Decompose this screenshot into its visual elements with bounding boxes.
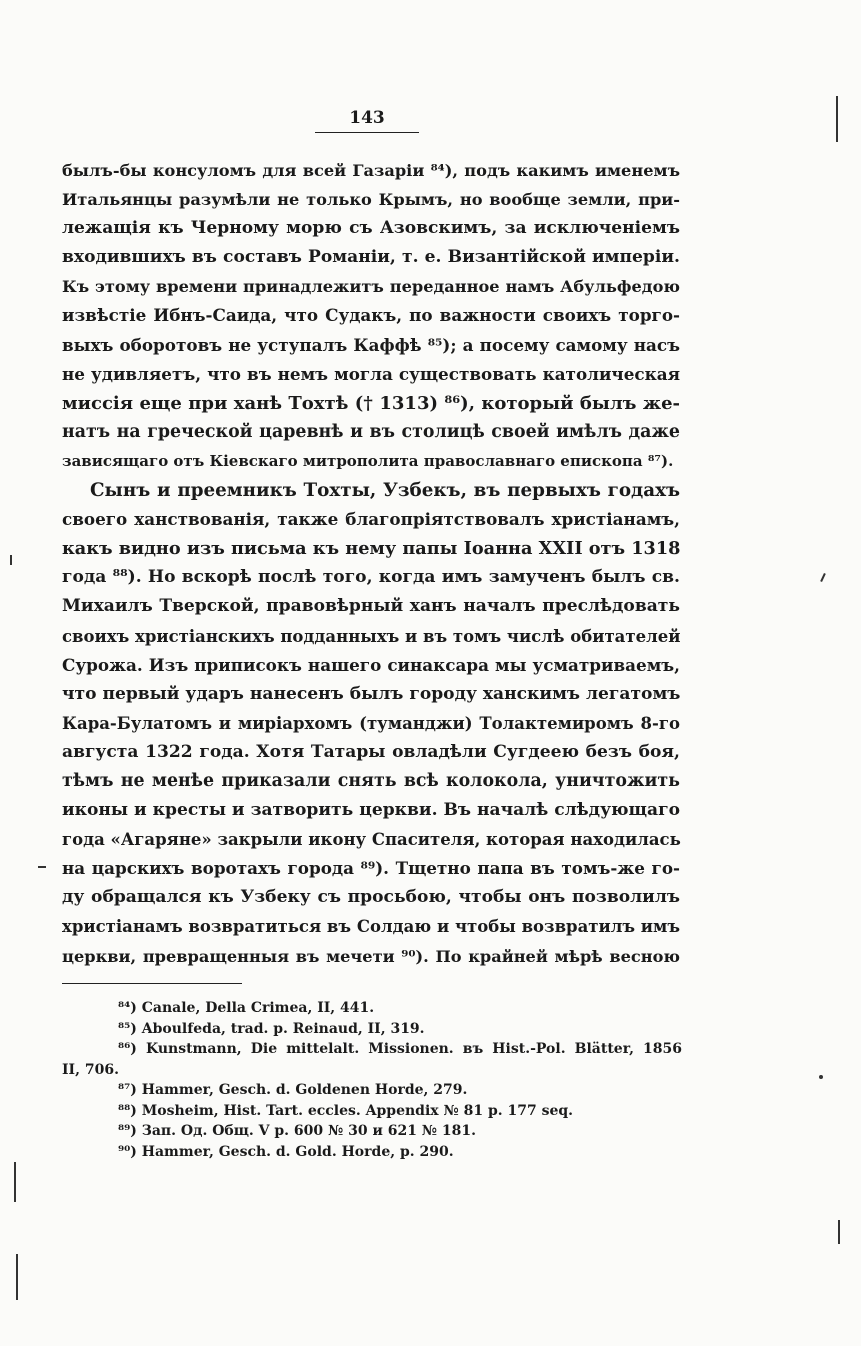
body-line: своего ханствованія, также благопріятствовалъ христіанамъ,	[62, 509, 680, 530]
body-line: выхъ оборотовъ не уступалъ Каффѣ ⁸⁵); а посему самому насъ	[62, 334, 680, 355]
footnote-rule	[62, 983, 242, 984]
body-line: иконы и кресты и затворить церкви. Въ началѣ слѣдующаго	[62, 800, 680, 821]
body-line: входившихъ въ составъ Романіи, т. е. Византійской имперіи.	[62, 247, 680, 268]
page-number: 143	[349, 108, 385, 128]
footnotes	[62, 998, 682, 1162]
scan-mark	[14, 1162, 16, 1202]
body-line: лежащія къ Черному морю съ Азовскимъ, за исключеніемъ	[62, 218, 680, 239]
scan-mark	[820, 573, 826, 582]
footnote: ⁸⁸) Mosheim, Hist. Tart. eccles. Appendix № 81 p. 177 seq.	[118, 1102, 574, 1119]
scan-mark	[838, 1220, 840, 1244]
body-line: года «Агаряне» закрыли икону Спасителя, которая находилась	[62, 830, 681, 850]
page-number-rule	[315, 132, 419, 133]
body-line: ду обращался къ Узбеку съ просьбою, чтобы онъ позволилъ	[62, 887, 680, 908]
footnote: ⁸⁶) Kunstmann, Die mittelalt. Missionen. въ Hist.-Pol. Blätter, 1856	[118, 1041, 682, 1057]
body-line: не удивляетъ, что въ немъ могла существовать католическая	[62, 363, 680, 384]
footnote: ⁸⁷) Hammer, Gesch. d. Goldenen Horde, 279.	[118, 1082, 468, 1098]
body-line: миссія еще при ханѣ Тохтѣ († 1313) ⁸⁶), который былъ же-	[62, 392, 680, 414]
body-line: какъ видно изъ письма къ нему папы Іоанна XXII отъ 1318	[62, 538, 681, 560]
footnote-continuation: II, 706.	[62, 1061, 119, 1078]
body-line: зависящаго отъ Кіевскаго митрополита православнаго епископа ⁸⁷).	[62, 451, 674, 470]
scan-mark	[819, 1075, 823, 1079]
body-line: былъ-бы консуломъ для всей Газаріи ⁸⁴), подъ какимъ именемъ	[62, 161, 680, 180]
body-line: Кара-Булатомъ и миріархомъ (туманджи) Толактемиромъ 8-го	[62, 713, 680, 733]
body-line: натъ на греческой царевнѣ и въ столицѣ своей имѣлъ даже	[62, 421, 680, 442]
body-line: года ⁸⁸). Но вскорѣ послѣ того, когда имъ замученъ былъ св.	[62, 567, 680, 588]
footnote: ⁸⁴) Canale, Della Crimea, II, 441.	[118, 1000, 375, 1016]
body-line: Итальянцы разумѣли не только Крымъ, но вообще земли, при-	[62, 190, 680, 210]
scan-mark	[16, 1254, 18, 1300]
body-line: извѣстіе Ибнъ-Саида, что Судакъ, по важности своихъ торго-	[62, 305, 680, 326]
footnote: ⁸⁹) Зап. Од. Общ. V р. 600 № 30 и 621 № 181.	[118, 1123, 476, 1139]
body-line: Сынъ и преемникъ Тохты, Узбекъ, въ первыхъ годахъ	[90, 480, 680, 502]
body-line: на царскихъ воротахъ города ⁸⁹). Тщетно папа въ томъ-же го-	[62, 858, 680, 879]
body-line: церкви, превращенныя въ мечети ⁹⁰). По крайней мѣрѣ весною	[62, 946, 680, 966]
body-line: августа 1322 года. Хотя Татары овладѣли Сугдеею безъ боя,	[62, 741, 680, 762]
body-line: своихъ христіанскихъ подданныхъ и въ томъ числѣ обитателей	[62, 626, 681, 646]
scan-mark	[836, 96, 838, 142]
body-line: христіанамъ возвратиться въ Солдаю и чтобы возвратилъ имъ	[62, 917, 680, 937]
body-line: Михаилъ Тверской, правовѣрный ханъ началъ преслѣдовать	[62, 596, 680, 617]
body-text	[62, 156, 680, 971]
scan-mark	[10, 555, 12, 565]
scan-mark	[38, 866, 46, 868]
footnote: ⁸⁵) Aboulfeda, trad. p. Reinaud, II, 319.	[118, 1020, 425, 1037]
body-line: что первый ударъ нанесенъ былъ городу ханскимъ легатомъ	[62, 683, 681, 704]
body-line: Сурожа. Изъ приписокъ нашего синаксара мы усматриваемъ,	[62, 654, 680, 675]
footnote: ⁹⁰) Hammer, Gesch. d. Gold. Horde, p. 290.	[118, 1143, 454, 1160]
body-line: тѣмъ не менѣе приказали снять всѣ колокола, уничтожить	[62, 770, 680, 791]
body-line: Къ этому времени принадлежитъ переданное намъ Абульфедою	[62, 277, 680, 297]
